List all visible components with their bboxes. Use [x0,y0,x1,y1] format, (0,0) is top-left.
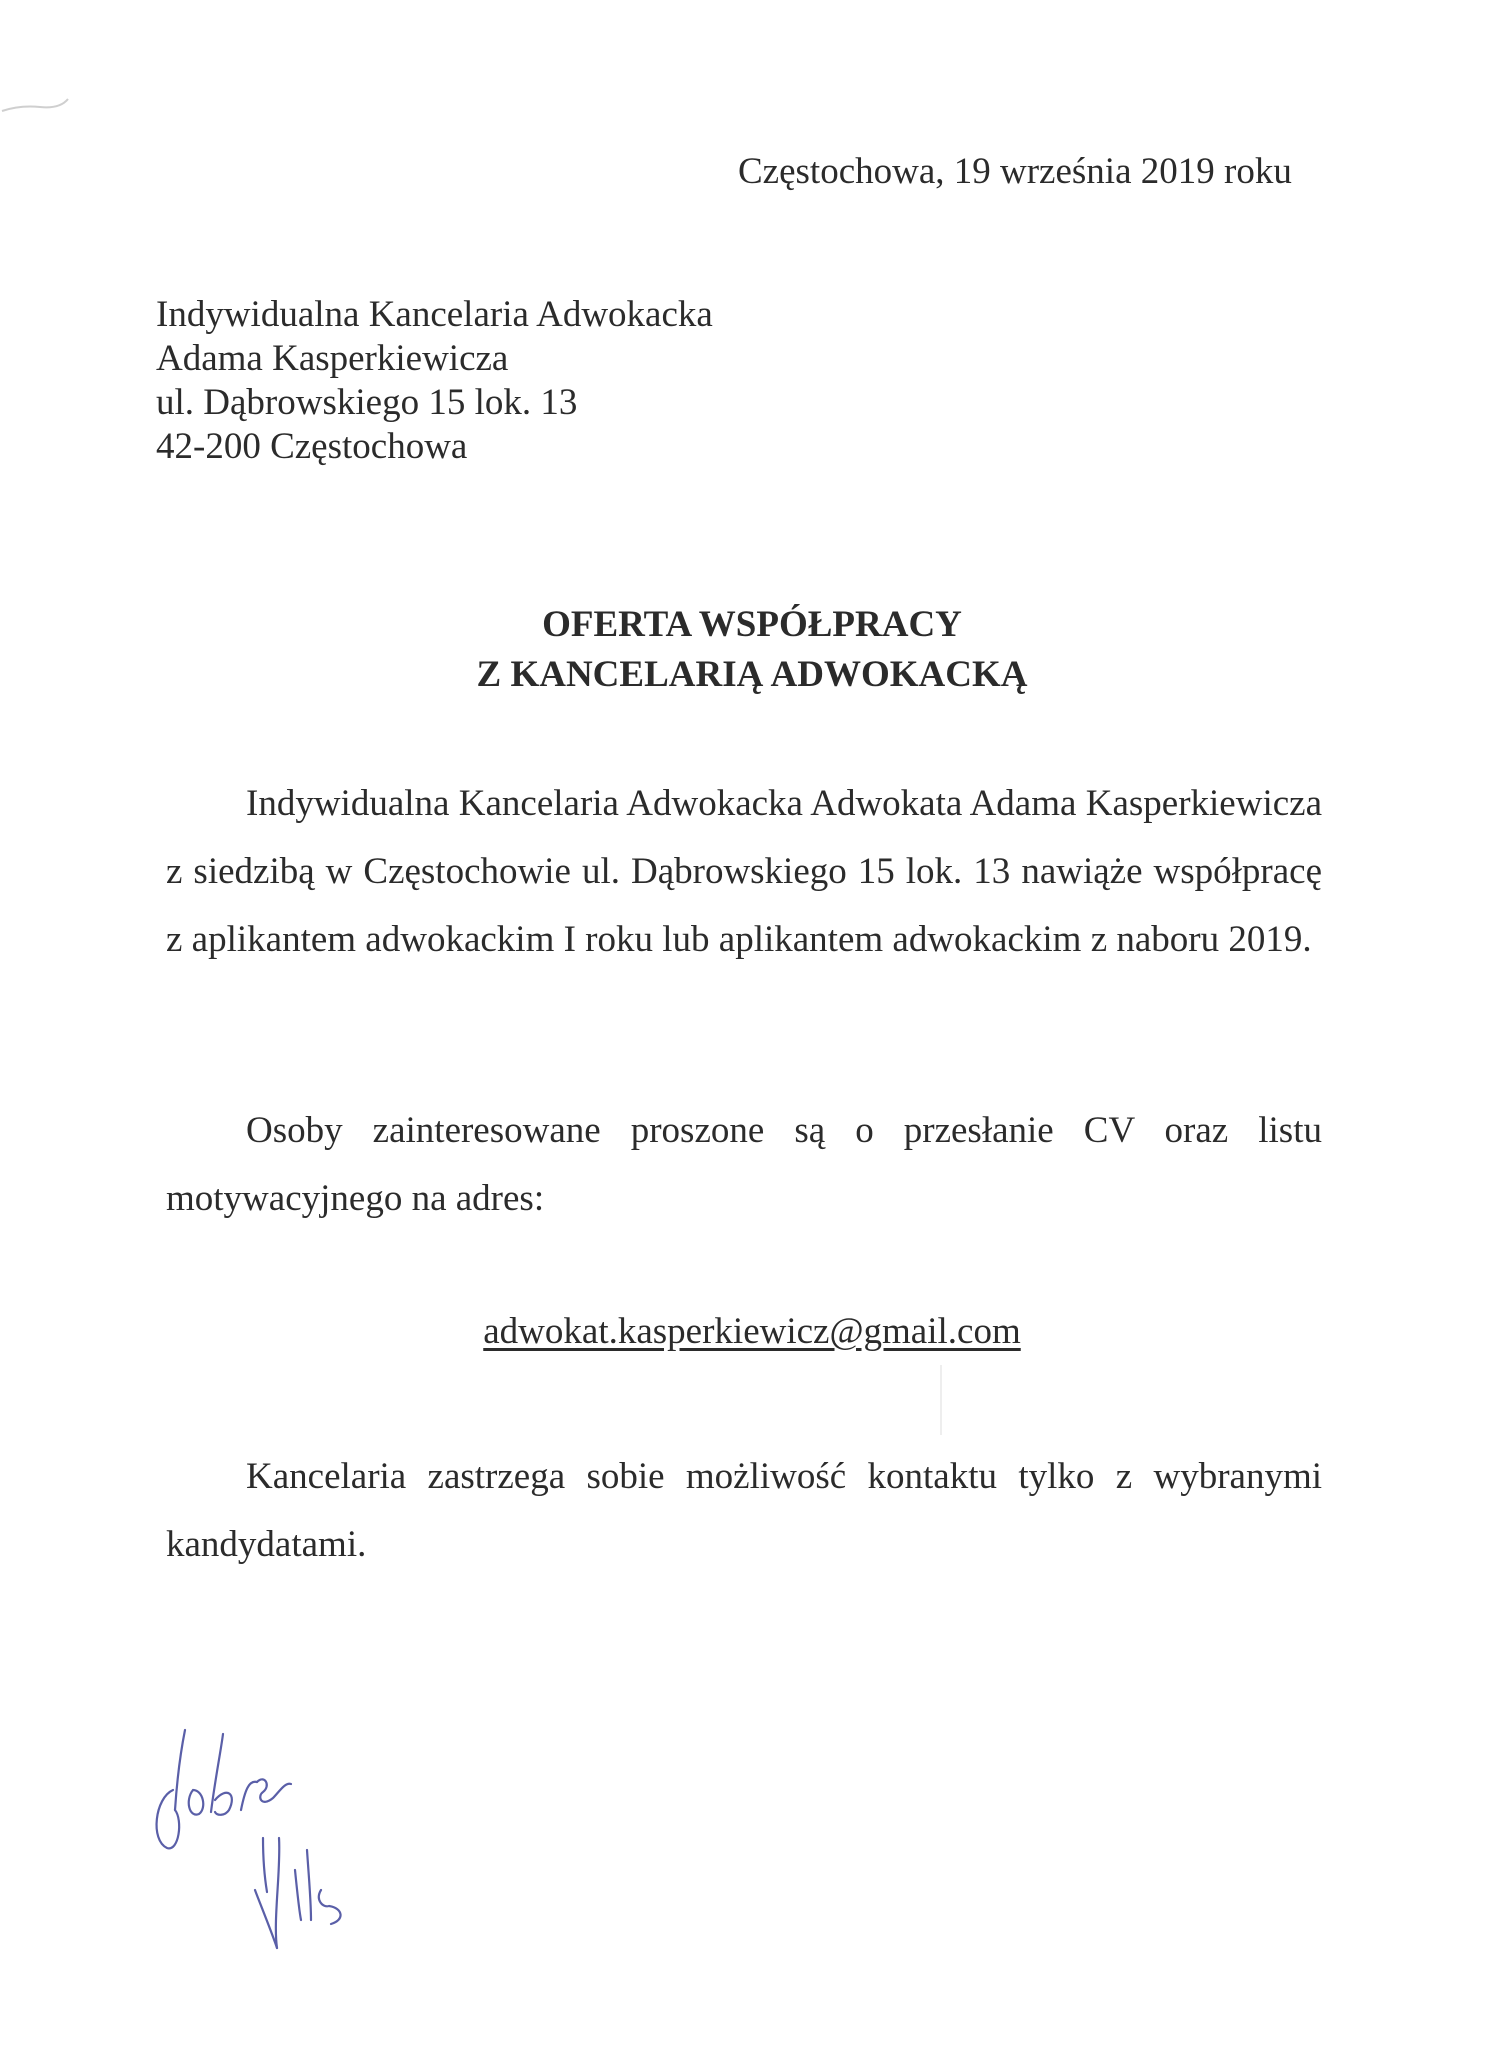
application-paragraph: Osoby zainteresowane proszone są o przesłanie CV oraz listu motywacyjnego na adres: [166,1110,1322,1219]
offer-paragraph: Indywidualna Kancelaria Adwokacka Adwokata Adama Kasperkiewicza z siedzibą w Częstochowie ul. Dąbrowskiego 15 lok. 13 nawiąże współpracę z aplikantem adwokackim I roku lub aplikantem adwokackim z naboru 2019. [166,783,1322,960]
recipient-address [156,293,713,469]
handwritten-signature [145,1720,435,1960]
scan-artifact [0,95,70,117]
recipient-line: 42-200 Częstochowa [156,426,468,467]
disclaimer-paragraph: Kancelaria zastrzega sobie możliwość kontaktu tylko z wybranymi kandydatami. [166,1456,1322,1565]
scan-artifact [940,1365,942,1435]
recipient-line: ul. Dąbrowskiego 15 lok. 13 [156,382,578,423]
recipient-line: Adama Kasperkiewicza [156,338,509,379]
title-line: Z KANCELARIĄ ADWOKACKĄ [476,654,1028,695]
recipient-line: Indywidualna Kancelaria Adwokacka [156,294,713,335]
title-line: OFERTA WSPÓŁPRACY [542,604,962,645]
date-line: Częstochowa, 19 września 2019 roku [738,151,1292,192]
document-title [0,600,1504,700]
contact-email-block [0,1310,1504,1353]
contact-email-link[interactable]: adwokat.kasperkiewicz@gmail.com [483,1311,1021,1352]
